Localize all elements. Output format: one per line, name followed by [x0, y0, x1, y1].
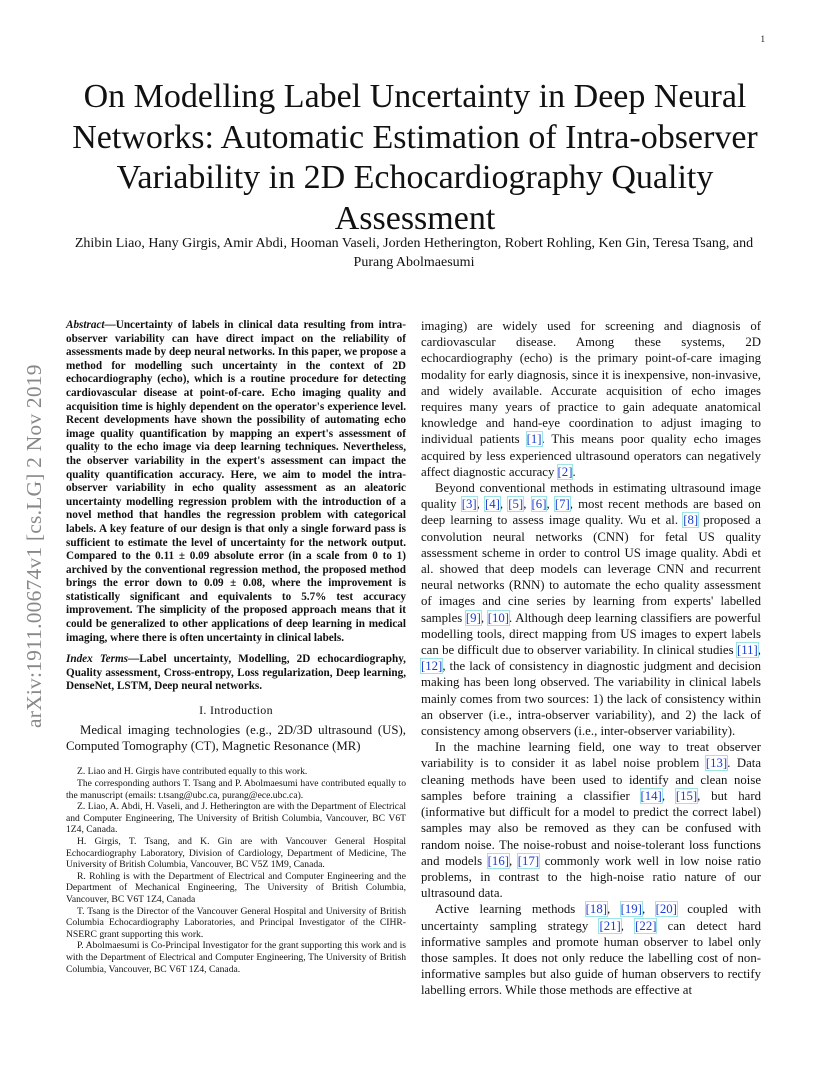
paper-title: On Modelling Label Uncertainty in Deep Neural Networks: Automatic Estimation of Intra-observer Variability in 2D Echocardiography Quality Assessment: [72, 78, 758, 237]
citation-link[interactable]: [3]: [461, 497, 477, 512]
citation-link[interactable]: [18]: [585, 902, 607, 917]
citation-link[interactable]: [14]: [640, 788, 662, 803]
right-column: [421, 318, 761, 999]
left-column: [66, 319, 406, 975]
body-paragraph: In the machine learning field, one way to treat observer variability is to consider it as label noise problem [13]. Data cleaning methods have been used to identify and clean noise samples before training a classifier [14], [15], but hard (informative but difficult for a model to predict the correct label) samples may also be removed as they can be confused with random noise. The noise-robust and noise-tolerant loss functions and models [16], [17] commonly work well in low noise ratio problems, in contrast to the high-noise ratio nature of our ultrasound data.: [421, 740, 762, 901]
citation-link[interactable]: [19]: [620, 902, 642, 917]
citation-link[interactable]: [20]: [655, 902, 677, 917]
footnote: P. Abolmaesumi is Co-Principal Investigator for the grant supporting this work and is with the Department of Electrical and Computer Engineering, The University of British Columbia, Vancouver, BC V6T 1Z4, Canada.: [66, 940, 406, 975]
citation-link[interactable]: [1]: [526, 432, 542, 447]
page-number: 1: [760, 34, 765, 44]
footnote: H. Girgis, T. Tsang, and K. Gin are with Vancouver General Hospital Echocardiography Laboratory, Division of Cardiology, Department of Medicine, The University of British Columbia, Vancouver, BC V5Z 1M9, Canada.: [66, 836, 406, 871]
citation-link[interactable]: [9]: [465, 610, 481, 625]
body-paragraph: Beyond conventional methods in estimating ultrasound image quality [3], [4], [5], [6], [7], most recent methods are based on deep learning to assess image quality. Wu et al. [8] proposed a convolution neural networks (CNN) for fetal US quality assessment scheme in order to control US image quality. Abdi et al. showed that deep models can leverage CNN and recurrent neural networks (RNN) to automate the echo quality assessment of images and cine series by learning from experts' labelled samples [9], [10]. Although deep learning classifiers are powerful modelling tools, direct mapping from US images to expert labels can be difficult due to observer variability. In clinical studies [11], [12], the lack of consistency in diagnostic judgment and decision making has been long observed. The variability in clinical labels mainly comes from two sources: 1) the lack of consistency within an observer (i.e., intra-observer variability), and 2) the lack of consistency among observers (i.e., inter-observer variability).: [421, 481, 761, 739]
citation-link[interactable]: [2]: [557, 464, 573, 479]
author-list: Zhibin Liao, Hany Girgis, Amir Abdi, Hooman Vaseli, Jorden Hetherington, Robert Rohling, Ken Gin, Teresa Tsang, and Purang Abolmaesumi: [74, 236, 754, 270]
abstract: [66, 319, 406, 645]
index-terms-label: Index Terms: [66, 653, 129, 666]
body-paragraph: imaging) are widely used for screening and diagnosis of cardiovascular disease. Among these systems, 2D echocardiography (echo) is the primary point-of-care imaging modality for early diagnosis, since it is inexpensive, non-invasive, and widely available. Accurate acquisition of echo images requires many years of practice to gain adequate anatomical knowledge and hand-eye coordination to adjust imaging to individual patients [1]. This means poor quality echo images acquired by less experienced ultrasound operators can negatively affect diagnostic accuracy [2].: [421, 319, 761, 479]
footnote: T. Tsang is the Director of the Vancouver General Hospital and University of British Columbia Echocardiography Laboratories, and Principal Investigator of the CIHR-NSERC grant supporting this work.: [66, 905, 406, 940]
footnote: R. Rohling is with the Department of Electrical and Computer Engineering and the Department of Mechanical Engineering, The University of British Columbia, Vancouver, BC V6T 1Z4, Canada: [66, 870, 406, 905]
index-terms: [66, 653, 406, 694]
citation-link[interactable]: [17]: [517, 853, 540, 868]
citation-link[interactable]: [16]: [487, 853, 509, 868]
citation-link[interactable]: [8]: [683, 513, 699, 528]
citation-link[interactable]: [12]: [421, 659, 443, 674]
citation-link[interactable]: [11]: [736, 643, 758, 658]
footnote: Z. Liao, A. Abdi, H. Vaseli, and J. Hetherington are with the Department of Electrical and Computer Engineering, The University of British Columbia, Vancouver, BC V6T 1Z4, Canada.: [66, 801, 406, 836]
citation-link[interactable]: [21]: [599, 918, 621, 933]
citation-link[interactable]: [6]: [531, 497, 547, 512]
abstract-label: Abstract: [66, 319, 105, 331]
index-terms-text: —Label uncertainty, Modelling, 2D echocardiography, Quality assessment, Cross-entropy, Loss regularization, Deep learning, DenseNet, LSTM, Deep neural networks.: [66, 653, 406, 693]
footnotes: [66, 766, 406, 975]
section-heading: I. Introduction: [199, 703, 273, 718]
citation-link[interactable]: [22]: [635, 918, 657, 933]
citation-link[interactable]: [10]: [487, 610, 510, 625]
arxiv-watermark[interactable]: arXiv:1911.00674v1 [cs.LG] 2 Nov 2019: [22, 364, 46, 728]
intro-paragraph: Medical imaging technologies (e.g., 2D/3D ultrasound (US), Computed Tomography (CT), Magnetic Resonance (MR): [66, 723, 406, 754]
footnote: The corresponding authors T. Tsang and P. Abolmaesumi have contributed equally to the manuscript (emails: t.tsang@ubc.ca, purang@ece.ubc.ca).: [66, 778, 406, 801]
citation-link[interactable]: [4]: [484, 497, 500, 512]
footnote: Z. Liao and H. Girgis have contributed equally to this work.: [77, 766, 308, 778]
body-paragraph: Active learning methods [18], [19], [20] coupled with uncertainty sampling strategy [21], [22] can detect hard informative samples and promote human observer to label only those samples. It does not only reduce the labelling cost of non-informative samples but also guide of human observers to rectify labelling errors. While those methods are effective at: [421, 902, 761, 998]
citation-link[interactable]: [5]: [508, 497, 524, 512]
abstract-text: —Uncertainty of labels in clinical data resulting from intra-observer variability can have direct impact on the reliability of assessments made by deep neural networks. In this paper, we propose a method for modelling such uncertainty in the context of 2D echocardiography (echo), which is a routine procedure for detecting cardiovascular disease at point-of-care. Echo imaging quality and acquisition time is highly dependent on the operator's experience level. Recent developments have shown the possibility of automating echo image quality quantification by mapping an expert's assessment of quality to the echo image via deep learning techniques. Nevertheless, the observer variability in the expert's assessment can impact the quality quantification accuracy. Here, we aim to model the intra-observer variability in echo quality assessment as an aleatoric uncertainty modelling regression problem with the introduction of a novel method that handles the regression problem with categorical labels. A key feature of our design is that only a single forward pass is sufficient to estimate the level of uncertainty for the network output. Compared to the 0.11 ± 0.09 absolute error (in a scale from 0 to 1) archived by the conventional regression method, the proposed method brings the error down to 0.09 ± 0.08, where the improvement is statistically significant and equivalents to 5.7% test accuracy improvement. The simplicity of the proposed approach means that it could be generalized to other applications of deep learning in medical imaging, where there is often uncertainty in clinical labels.: [66, 319, 406, 644]
citation-link[interactable]: [7]: [554, 497, 570, 512]
citation-link[interactable]: [13]: [705, 756, 728, 771]
citation-link[interactable]: [15]: [675, 788, 698, 803]
